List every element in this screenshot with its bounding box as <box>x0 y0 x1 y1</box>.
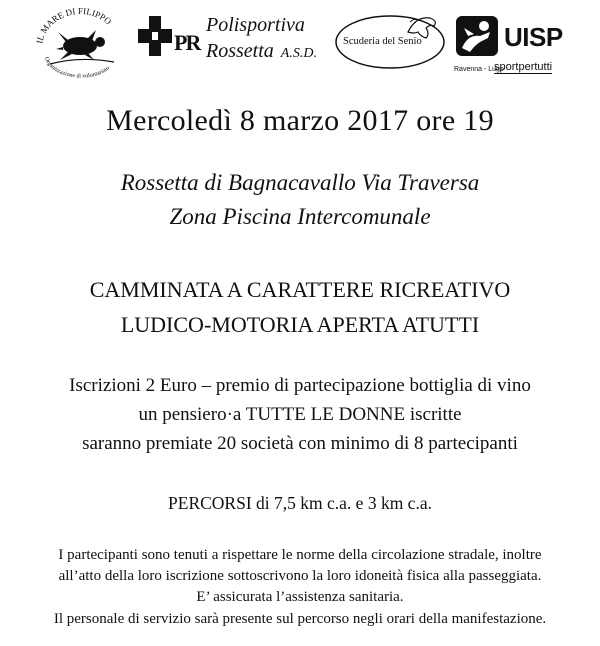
poli-line1: Polisportiva <box>206 14 305 36</box>
event-location-line2: Zona Piscina Intercomunale <box>169 204 431 229</box>
logo-scuderia-del-senio <box>334 12 446 70</box>
event-info-line3: saranno premiate 20 società con minimo di 8 partecipanti <box>82 433 518 454</box>
scuderia-name: Scuderia del Senio <box>343 36 422 47</box>
event-note-line2: all’atto della loro iscrizione sottoscrivono la loro idoneità fisica alla passeggiata. <box>58 568 542 584</box>
mare-top-text: IL MARE DI FILIPPO <box>34 5 114 45</box>
mare-bottom-text: Organizzazione di volontariato <box>42 56 111 78</box>
poli-line2: Rossetta <box>206 40 274 62</box>
event-location-line1: Rossetta di Bagnacavallo Via Traversa <box>120 170 480 195</box>
logo-polisportiva-rossetta <box>138 12 328 74</box>
logo-uisp <box>454 14 600 76</box>
uisp-slogan: sportpertutti <box>494 61 553 73</box>
event-note-line3: E’ assicurata l’assistenza sanitaria. <box>196 589 404 605</box>
poli-monogram: PR <box>174 30 200 55</box>
logo-il-mare-di-filippo <box>30 4 130 78</box>
uisp-city: Ravenna - Lugo <box>454 66 504 73</box>
event-routes: PERCORSI di 7,5 km c.a. e 3 km c.a. <box>168 493 432 513</box>
red-cross-icon <box>138 16 172 56</box>
event-heading-line2: LUDICO-MOTORIA APERTA ATUTTI <box>120 312 480 337</box>
event-date-time: Mercoledì 8 marzo 2017 ore 19 <box>106 104 494 137</box>
event-note-line1: I partecipanti sono tenuti a rispettare le norme della circolazione stradale, inoltre <box>58 547 542 563</box>
turtle-icon <box>30 4 130 78</box>
uisp-figure-icon <box>454 14 500 60</box>
event-info-line2: un pensiero·a TUTTE LE DONNE iscritte <box>138 404 462 425</box>
poli-suffix: A.S.D. <box>280 46 317 61</box>
event-note-line4: Il personale di servizio sarà presente sul percorso negli orari della manifestazione. <box>53 611 547 627</box>
uisp-name: UISP <box>504 22 563 52</box>
event-info-line1: Iscrizioni 2 Euro – premio di partecipazione bottiglia di vino <box>69 375 531 396</box>
sponsor-logos <box>0 0 600 82</box>
event-heading-line1: CAMMINATA A CARATTERE RICREATIVO <box>89 277 511 302</box>
poli-name <box>206 12 317 67</box>
poli-line2-wrap <box>206 38 317 67</box>
